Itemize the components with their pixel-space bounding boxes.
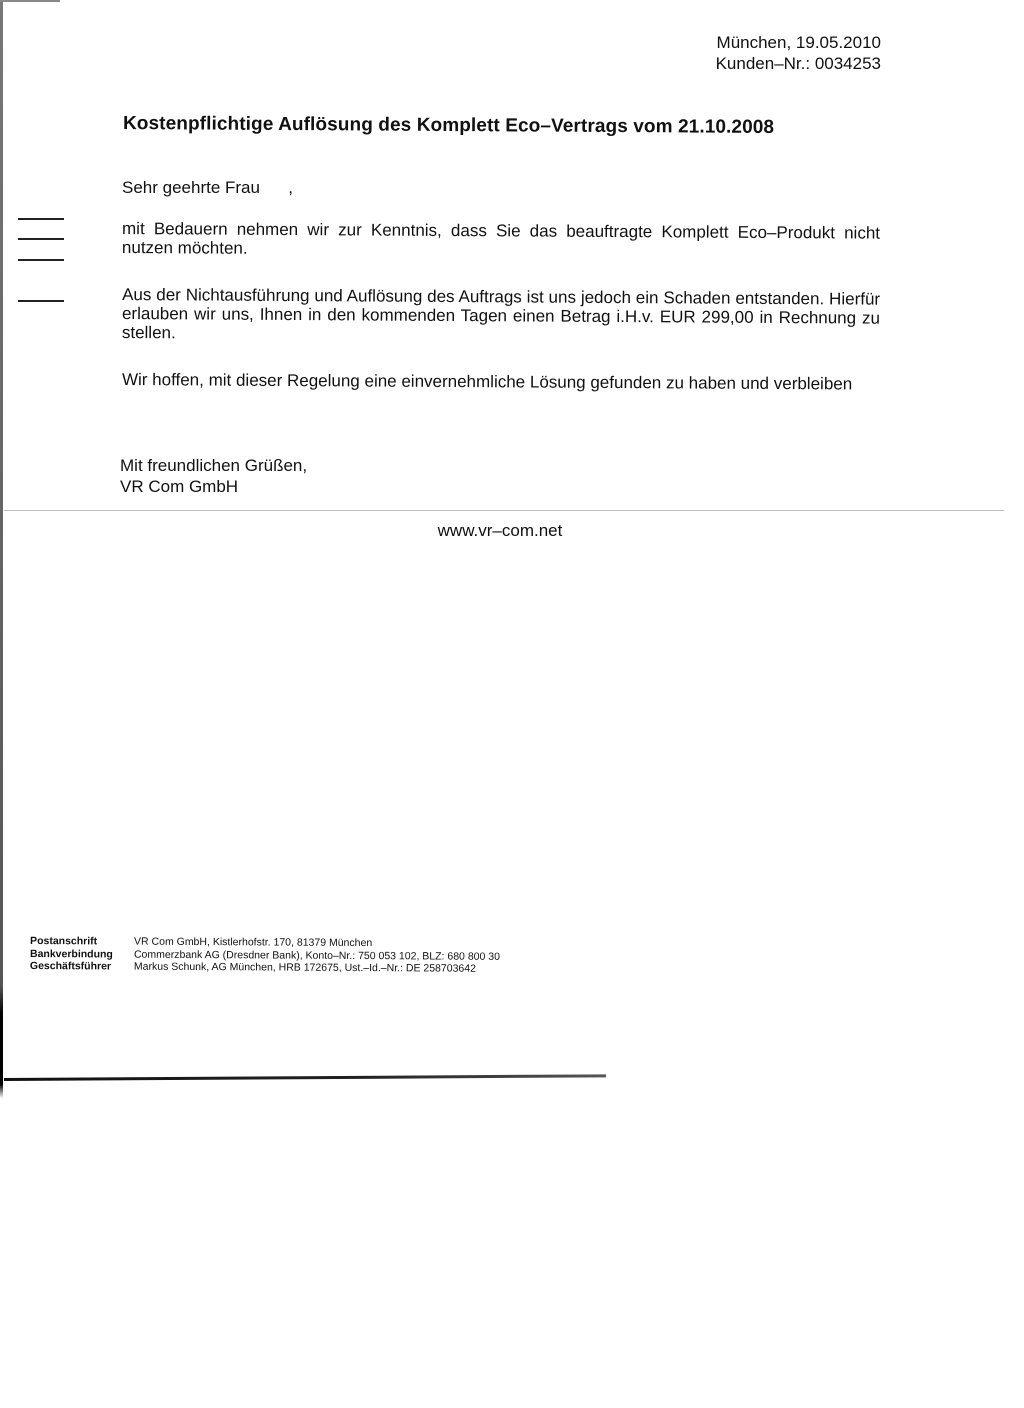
scan-edge-top [0, 0, 60, 2]
fold-mark [18, 238, 64, 240]
fold-mark [18, 300, 64, 302]
fold-mark [18, 259, 64, 261]
divider-line [4, 510, 1004, 511]
fold-mark [18, 218, 64, 220]
footer-label: Bankverbindung [29, 947, 113, 961]
body-paragraph-2: Aus der Nichtausführung und Auflösung des Auftrags ist uns jedoch ein Schaden entstanden. Hierfür erlauben wir uns, Ihnen in den kommenden Tagen einen Betrag i.H.v. EUR 299,00 in Rechnung zu stellen. [121, 285, 881, 343]
footer-label: Geschäftsführer [29, 959, 112, 973]
footer-row [30, 960, 500, 975]
footer-label: Postanschrift [30, 935, 98, 948]
website-link: www.vr–com.net [437, 521, 563, 540]
footer-value: VR Com GmbH, Kistlerhofstr. 170, 81379 München [134, 935, 373, 950]
closing-company: VR Com GmbH [120, 477, 239, 496]
closing-greeting: Mit freundlichen Grüßen, [120, 456, 308, 475]
place-date: München, 19.05.2010 [716, 33, 881, 52]
salutation: Sehr geehrte Frau , [122, 178, 294, 197]
bottom-rule [4, 1074, 606, 1081]
footer-value: Commerzbank AG (Dresdner Bank), Konto–Nr.: 750 053 102, BLZ: 680 800 30 [133, 948, 500, 963]
footer [30, 935, 500, 975]
scan-edge-left [0, 0, 3, 1408]
subject-line: Kostenpflichtige Auflösung des Komplett Eco–Vertrags vom 21.10.2008 [122, 113, 775, 138]
body-paragraph-3: Wir hoffen, mit dieser Regelung eine einvernehmliche Lösung gefunden zu haben und verbleiben [121, 370, 853, 394]
customer-number: Kunden–Nr.: 0034253 [715, 54, 881, 73]
footer-value: Markus Schunk, AG München, HRB 172675, Ust.–Id.–Nr.: DE 258703642 [133, 960, 476, 975]
closing [120, 455, 307, 497]
body-paragraph-1: mit Bedauern nehmen wir zur Kenntnis, dass Sie das beauftragte Komplett Eco–Produkt nicht nutzen möchten. [121, 219, 881, 258]
letter-meta [716, 32, 881, 74]
